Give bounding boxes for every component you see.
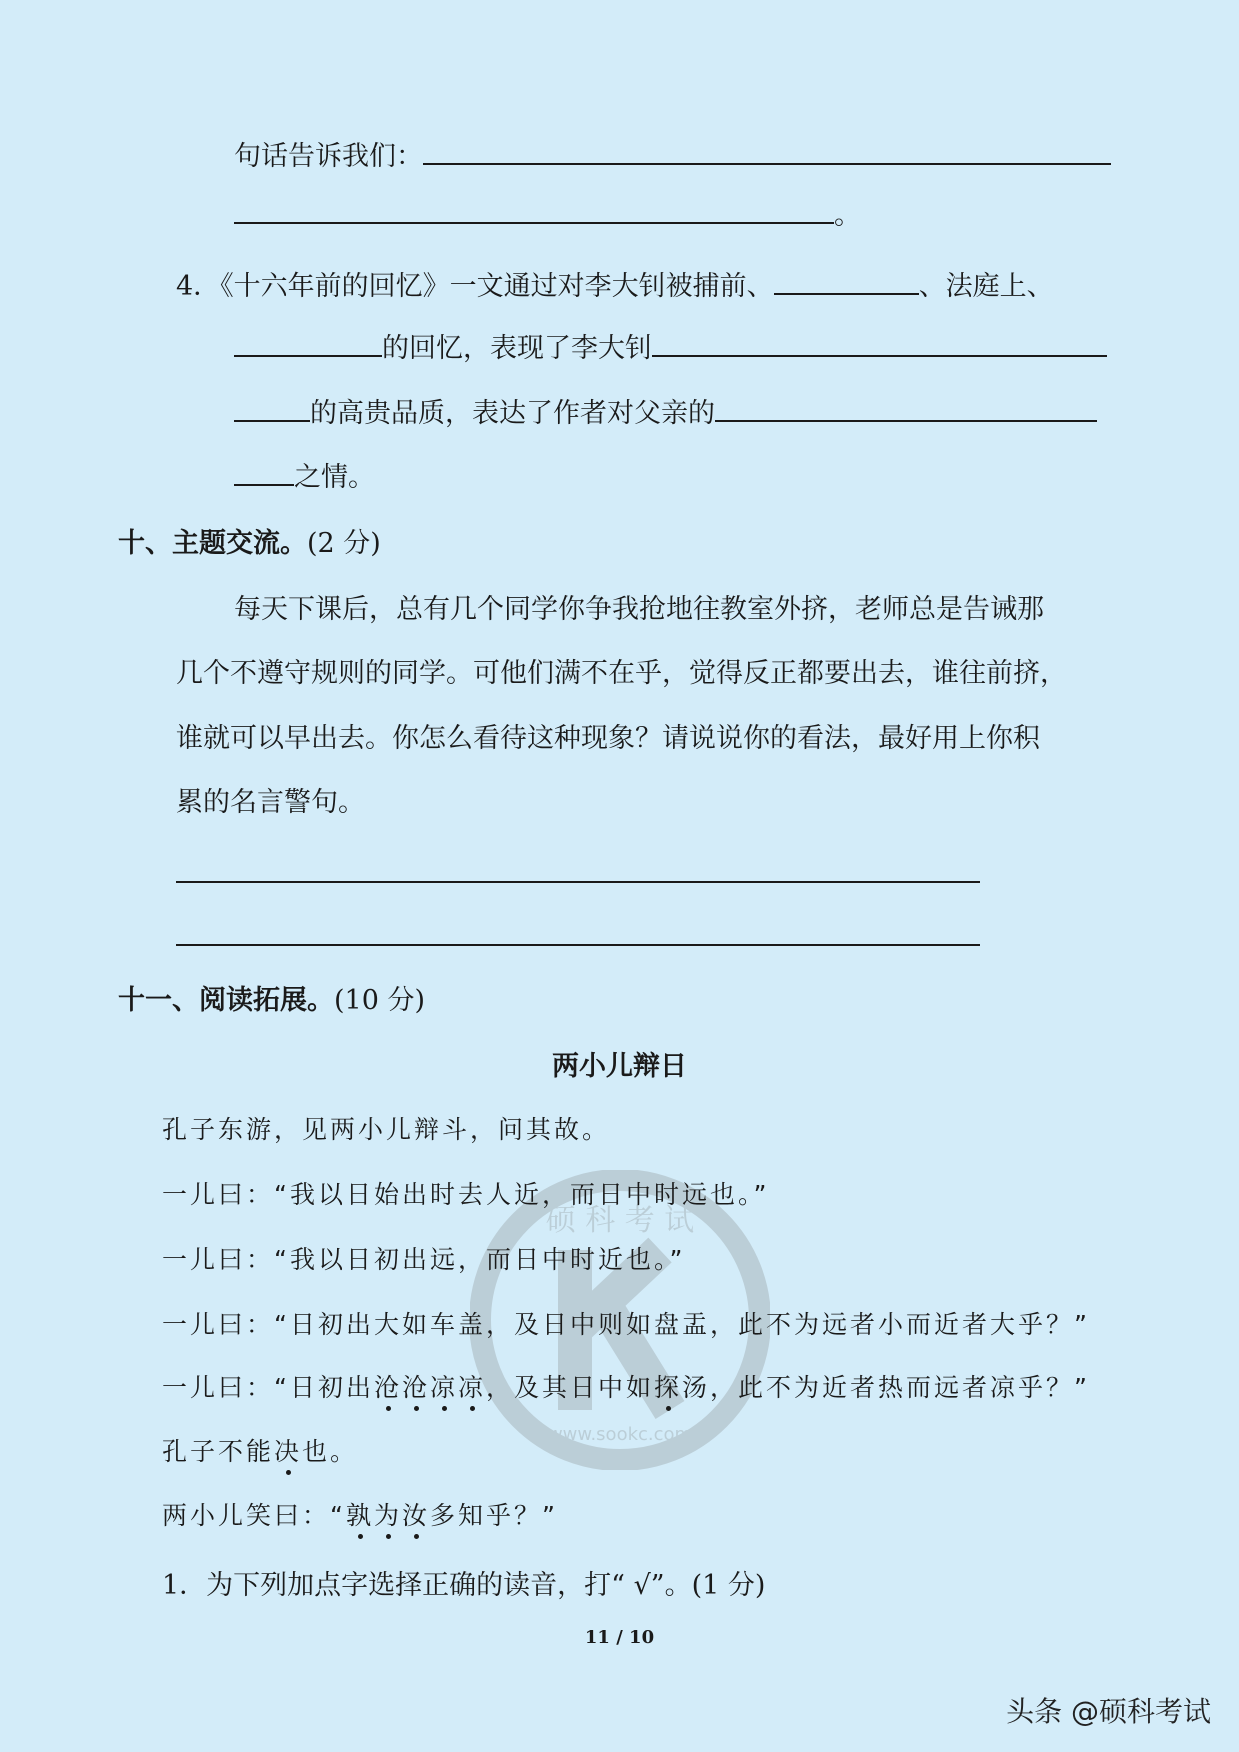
passage-line: 一儿曰：“我以日初出远，而日中时近也。” — [162, 1245, 686, 1274]
footer-credit: 头条 @硕科考试 — [1006, 1695, 1211, 1728]
dotted-char: 孰 — [346, 1496, 374, 1532]
q4-line2 — [234, 326, 1107, 365]
passage-text: 多知乎？” — [430, 1501, 558, 1530]
dotted-char: 沧 — [402, 1368, 430, 1404]
dotted-char: 汝 — [402, 1496, 430, 1532]
q3-line1 — [234, 134, 1111, 173]
answer-blank[interactable] — [715, 396, 1097, 422]
q4-number: 4． — [176, 271, 221, 302]
passage-text: ，及其日中如 — [486, 1373, 655, 1402]
passage-title: 两小儿辩日 — [552, 1051, 687, 1082]
section10-heading: 十、主题交流。 — [118, 528, 307, 559]
section11-score: (10 分) — [334, 985, 426, 1016]
passage-line: 一儿曰：“我以日始出时去人近，而日中时远也。” — [162, 1180, 770, 1209]
section10-answer-line[interactable] — [176, 857, 980, 890]
answer-blank[interactable] — [234, 396, 310, 422]
passage-line — [162, 1496, 558, 1532]
dotted-char: 沧 — [374, 1368, 402, 1404]
q3-line2 — [234, 193, 861, 232]
dotted-char: 凉 — [430, 1368, 458, 1404]
answer-blank[interactable] — [234, 460, 294, 486]
section10-para-line: 累的名言警句。 — [176, 787, 365, 818]
section10-header — [118, 521, 381, 560]
q4-line1 — [176, 264, 1054, 303]
answer-blank[interactable] — [652, 331, 1107, 357]
answer-blank[interactable] — [176, 857, 980, 883]
dotted-char: 决 — [274, 1432, 302, 1468]
passage-text: 一儿曰：“日初出 — [162, 1373, 374, 1402]
q3-suffix: 。 — [834, 200, 861, 231]
passage-line: 孔子东游，见两小儿辩斗，问其故。 — [162, 1115, 611, 1144]
q4-line4 — [234, 455, 375, 494]
passage-text: 孔子不能 — [162, 1437, 275, 1466]
section10-score: (2 分) — [307, 528, 381, 559]
q4-line3 — [234, 391, 1097, 430]
section10-answer-line[interactable] — [176, 920, 980, 953]
passage-line: 一儿曰：“日初出大如车盖，及日中则如盘盂，此不为远者小而近者大乎？” — [162, 1310, 1090, 1339]
passage-text: 汤，此不为近者热而远者凉乎？” — [682, 1373, 1090, 1402]
q4-text-line4: 之情。 — [294, 462, 375, 493]
dotted-char: 探 — [654, 1368, 682, 1404]
answer-blank[interactable] — [774, 269, 919, 295]
section11-q1: 1．为下列加点字选择正确的读音，打“ √”。(1 分) — [162, 1570, 766, 1601]
dotted-char: 凉 — [458, 1368, 486, 1404]
answer-blank[interactable] — [423, 139, 1111, 165]
section11-header — [118, 978, 425, 1017]
watermark-arc-text: 硕 科 考 试 — [545, 1203, 695, 1238]
q3-prefix: 句话告诉我们： — [234, 141, 423, 172]
watermark-url: www.sookc.com — [547, 1424, 693, 1445]
q4-text-line3: 的高贵品质，表达了作者对父亲的 — [310, 398, 715, 429]
passage-text: 也。 — [302, 1437, 359, 1466]
q4-text-b: 、法庭上、 — [918, 271, 1054, 302]
page-number: 11 / 10 — [584, 1627, 655, 1648]
section10-para-line: 每天下课后，总有几个同学你争我抢地往教室外挤，老师总是告诫那 — [234, 594, 1044, 625]
section10-para-line: 谁就可以早出去。你怎么看待这种现象？请说说你的看法，最好用上你积 — [176, 723, 1040, 754]
answer-blank[interactable] — [234, 198, 834, 224]
section11-heading: 十一、阅读拓展。 — [118, 985, 334, 1016]
section10-para-line: 几个不遵守规则的同学。可他们满不在乎，觉得反正都要出去，谁往前挤， — [176, 658, 1067, 689]
q4-text-line2: 的回忆，表现了李大钊 — [382, 333, 652, 364]
passage-text: 两小儿笑曰：“ — [162, 1501, 346, 1530]
passage-line — [162, 1432, 358, 1468]
q4-text-a: 《十六年前的回忆》一文通过对李大钊被捕前、 — [220, 271, 774, 302]
passage-line — [162, 1368, 1090, 1404]
dotted-char: 为 — [374, 1496, 402, 1532]
answer-blank[interactable] — [176, 920, 980, 946]
answer-blank[interactable] — [234, 331, 382, 357]
